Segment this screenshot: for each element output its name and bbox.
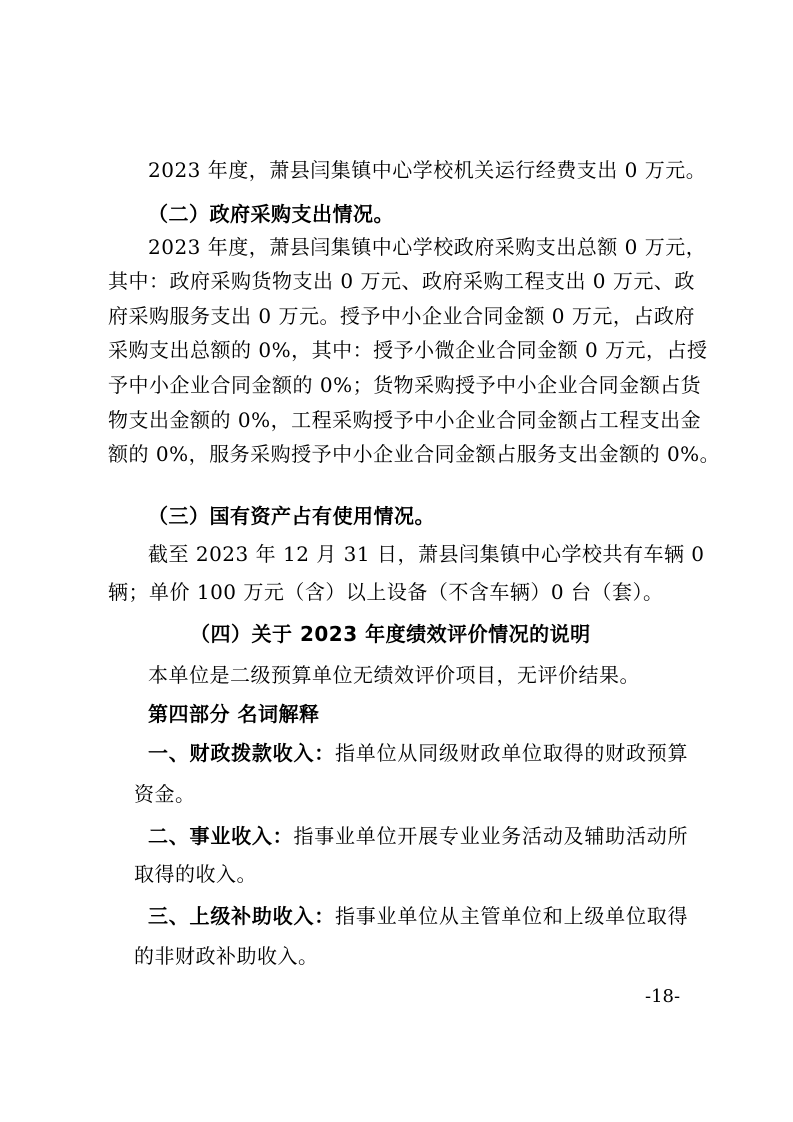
paragraph-operating-costs: 2023 年度，萧县闫集镇中心学校机关运行经费支出 0 万元。 (148, 158, 707, 182)
term-definition: 指事业单位从主管单位和上级单位取得 (335, 904, 689, 928)
term-definition: 指事业单位开展专业业务活动及辅助活动所 (293, 824, 689, 848)
section-title-glossary: 第四部分 名词解释 (148, 702, 320, 726)
heading-assets: （三）国有资产占有使用情况。 (148, 504, 435, 528)
assets-line-1: 截至 2023 年 12 月 31 日，萧县闫集镇中心学校共有车辆 0 (148, 542, 705, 566)
procurement-line-4: 采购支出总额的 0%，其中：授予小微企业合同金额 0 万元，占授 (108, 338, 708, 362)
term-label: 三、上级补助收入： (148, 904, 336, 928)
procurement-line-7: 额的 0%，服务采购授予中小企业合同金额占服务支出金额的 0%。 (108, 442, 721, 466)
procurement-line-5: 予中小企业合同金额的 0%；货物采购授予中小企业合同金额占货 (108, 373, 702, 397)
glossary-term-superior-subsidy (148, 904, 688, 928)
term-definition: 指单位从同级财政单位取得的财政预算 (335, 741, 689, 765)
glossary-term-fiscal-appropriation (148, 741, 688, 765)
glossary-term-fiscal-appropriation-cont: 资金。 (134, 782, 196, 806)
paragraph-performance: 本单位是二级预算单位无绩效评价项目，无评价结果。 (148, 663, 640, 687)
term-label: 一、财政拨款收入： (148, 741, 336, 765)
heading-procurement: （二）政府采购支出情况。 (148, 202, 394, 226)
assets-line-2: 辆；单价 100 万元（含）以上设备（不含车辆）0 台（套）。 (108, 580, 664, 604)
procurement-line-3: 府采购服务支出 0 万元。授予中小企业合同金额 0 万元，占政府 (108, 304, 695, 328)
glossary-term-business-income (148, 824, 688, 848)
procurement-line-1: 2023 年度，萧县闫集镇中心学校政府采购支出总额 0 万元， (148, 235, 707, 259)
procurement-line-2: 其中：政府采购货物支出 0 万元、政府采购工程支出 0 万元、政 (108, 269, 695, 293)
glossary-term-business-income-cont: 取得的收入。 (134, 862, 257, 886)
glossary-term-superior-subsidy-cont: 的非财政补助收入。 (134, 944, 319, 968)
procurement-line-6: 物支出金额的 0%，工程采购授予中小企业合同金额占工程支出金 (108, 408, 702, 432)
term-label: 二、事业收入： (148, 824, 294, 848)
heading-performance: （四）关于 2023 年度绩效评价情况的说明 (190, 622, 591, 646)
page-number: -18- (645, 986, 681, 1007)
